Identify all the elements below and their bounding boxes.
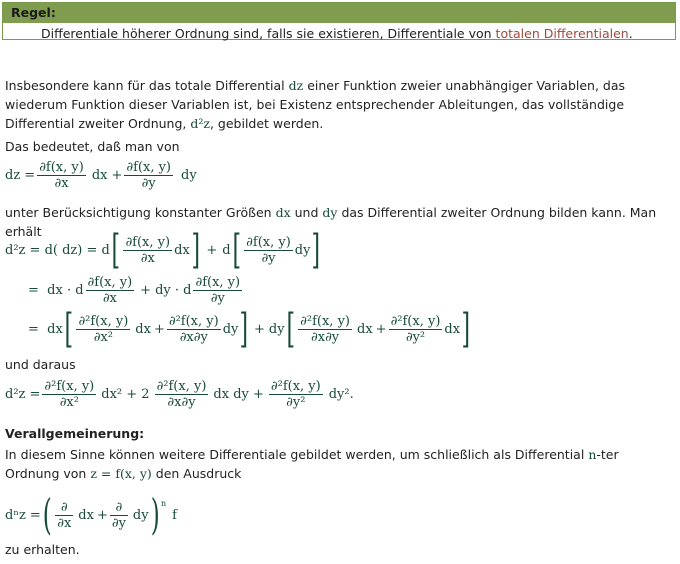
paragraph-constant: unter Berücksichtigung konstanter Größen dx und dy das Differential zweiter Ordnung bilden kann. Man erhält xyxy=(5,205,657,239)
generalization-heading: Verallgemeinerung: xyxy=(5,426,145,441)
paragraph-intro: Insbesondere kann für das totale Differential dz einer Funktion zweier unabhängiger Variablen, das wiederum Funktion dieser Variablen ist, bei Existenz entsprechender Ableitungen, das vollständige Differential zweiter Ordnung, d²z, gebildet werden. xyxy=(5,78,626,131)
paragraph-meaning: Das bedeutet, daß man von xyxy=(5,139,180,154)
equation-dnz: dⁿz = ( $\frac{\partial}{\partial x}$ dx + $\frac{\partial}{\partial y}$ dy ) $^n$ f xyxy=(5,490,177,539)
equation-d2z-line1: d²z = d( dz) = d [ $\frac{\partial f(x, y)}{\partial x}$ dx ] + d [ $\frac{\partial f(x, y)}{\partial y}$ dy ] xyxy=(5,227,321,273)
rule-box xyxy=(2,2,676,40)
rule-title: Regel: xyxy=(3,3,675,23)
equation-dz: dz = $\frac{\partial f(x, y)}{\partial x}$ dx + $\frac{\partial f(x, y)}{\partial y}$ dy xyxy=(5,159,197,191)
rule-text: Differentiale höherer Ordnung sind, falls sie existieren, Differentiale von totalen Differentialen. xyxy=(41,26,633,41)
paragraph-generalization: In diesem Sinne können weitere Differentiale gebildet werden, um schließlich als Differential n-ter Ordnung von z = f(x, y) den Ausdruck xyxy=(5,447,619,481)
total-differential-link[interactable]: totalen Differentialen xyxy=(495,26,629,41)
equation-d2z-line3: = dx [ $\frac{\text{∂²f(x, y)}}{\text{∂x²}}$ dx + $\frac{\text{∂²f(x, y)}}{\partial x\partial y}$ dy ] + dy [ $\frac{\text{∂²f(x, y)}}{\partial x\partial y}$ dx + $\frac{\text{∂²f(x, y)}}{\text{∂y²}}$ dx ] xyxy=(28,306,471,352)
equation-d2z-result: d²z = $\frac{\text{∂²f(x, y)}}{\text{∂x²}}$ dx² + 2 $\frac{\text{∂²f(x, y)}}{\partial x\partial y}$ dx dy + $\frac{\text{∂²f(x, y)}}{\text{∂y²}}$ dy². xyxy=(5,378,354,410)
paragraph-obtain: zu erhalten. xyxy=(5,542,80,557)
paragraph-and-thus: und daraus xyxy=(5,357,76,372)
equation-d2z-line2: = dx · d $\frac{\partial f(x, y)}{\partial x}$ + dy · d $\frac{\partial f(x, y)}{\partial y}$ xyxy=(28,274,241,306)
